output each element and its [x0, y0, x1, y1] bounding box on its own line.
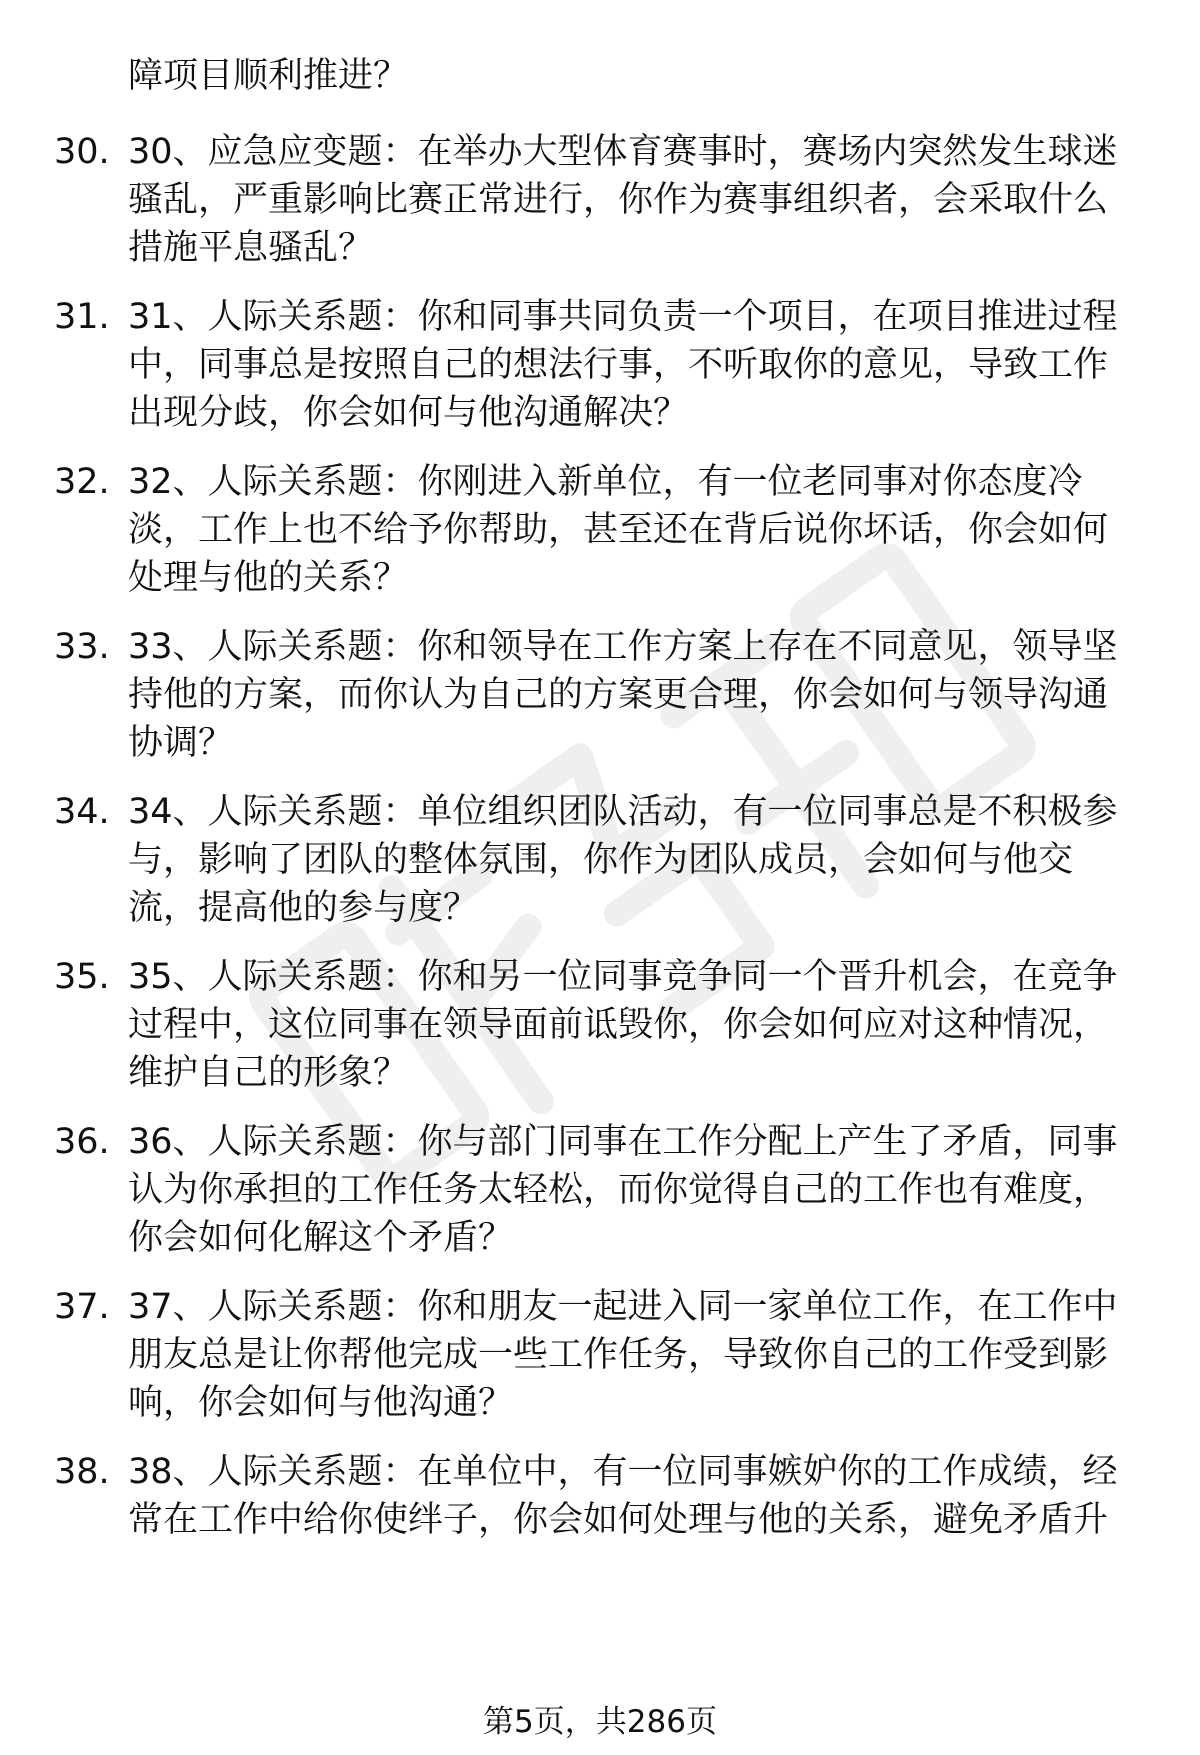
- text-line: 31、人际关系题：你和同事共同负责一个项目，在项目推进过程: [128, 297, 1118, 337]
- text-line: 认为你承担的工作任务太轻松，而你觉得自己的工作也有难度，: [128, 1170, 1109, 1210]
- text-line: 障项目顺利推进？: [128, 56, 409, 96]
- text-line: 出现分歧，你会如何与他沟通解决？: [128, 393, 689, 433]
- text-line: 持他的方案，而你认为自己的方案更合理，你会如何与领导沟通: [128, 675, 1109, 715]
- text-line: 你会如何化解这个矛盾？: [128, 1218, 514, 1258]
- page-number-footer: 第5页，共286页: [483, 1704, 717, 1740]
- text-line: 维护自己的形象？: [128, 1053, 409, 1093]
- text-line: 33、人际关系题：你和领导在工作方案上存在不同意见，领导坚: [128, 627, 1118, 667]
- item-number: 35.: [54, 957, 110, 997]
- item-number: 30.: [54, 132, 110, 172]
- text-line: 朋友总是让你帮他完成一些工作任务，导致你自己的工作受到影: [128, 1335, 1109, 1375]
- item-number: 31.: [54, 297, 110, 337]
- text-line: 响，你会如何与他沟通？: [128, 1383, 514, 1423]
- text-line: 过程中，这位同事在领导面前诋毁你，你会如何应对这种情况，: [128, 1005, 1109, 1045]
- text-line: 与，影响了团队的整体氛围，你作为团队成员，会如何与他交: [128, 840, 1074, 880]
- text-line: 措施平息骚乱？: [128, 228, 374, 268]
- text-line: 常在工作中给你使绊子，你会如何处理与他的关系，避免矛盾升: [128, 1500, 1109, 1540]
- text-line: 中，同事总是按照自己的想法行事，不听取你的意见，导致工作: [128, 345, 1109, 385]
- text-line: 协调？: [128, 723, 234, 763]
- text-line: 38、人际关系题：在单位中，有一位同事嫉妒你的工作成绩，经: [128, 1452, 1118, 1492]
- text-line: 34、人际关系题：单位组织团队活动，有一位同事总是不积极参: [128, 792, 1118, 832]
- text-line: 30、应急应变题：在举办大型体育赛事时，赛场内突然发生球迷: [128, 132, 1118, 172]
- text-line: 骚乱，严重影响比赛正常进行，你作为赛事组织者，会采取什么: [128, 180, 1109, 220]
- text-line: 淡，工作上也不给予你帮助，甚至还在背后说你坏话，你会如何: [128, 510, 1109, 550]
- text-line: 流，提高他的参与度？: [128, 888, 479, 928]
- text-line: 37、人际关系题：你和朋友一起进入同一家单位工作，在工作中: [128, 1287, 1118, 1327]
- item-number: 36.: [54, 1122, 110, 1162]
- item-number: 38.: [54, 1452, 110, 1492]
- item-number: 37.: [54, 1287, 110, 1327]
- item-number: 34.: [54, 792, 110, 832]
- text-line: 处理与他的关系？: [128, 558, 409, 598]
- text-line: 35、人际关系题：你和另一位同事竞争同一个晋升机会，在竞争: [128, 957, 1118, 997]
- text-line: 36、人际关系题：你与部门同事在工作分配上产生了矛盾，同事: [128, 1122, 1118, 1162]
- text-line: 32、人际关系题：你刚进入新单位，有一位老同事对你态度冷: [128, 462, 1083, 502]
- item-number: 33.: [54, 627, 110, 667]
- item-number: 32.: [54, 462, 110, 502]
